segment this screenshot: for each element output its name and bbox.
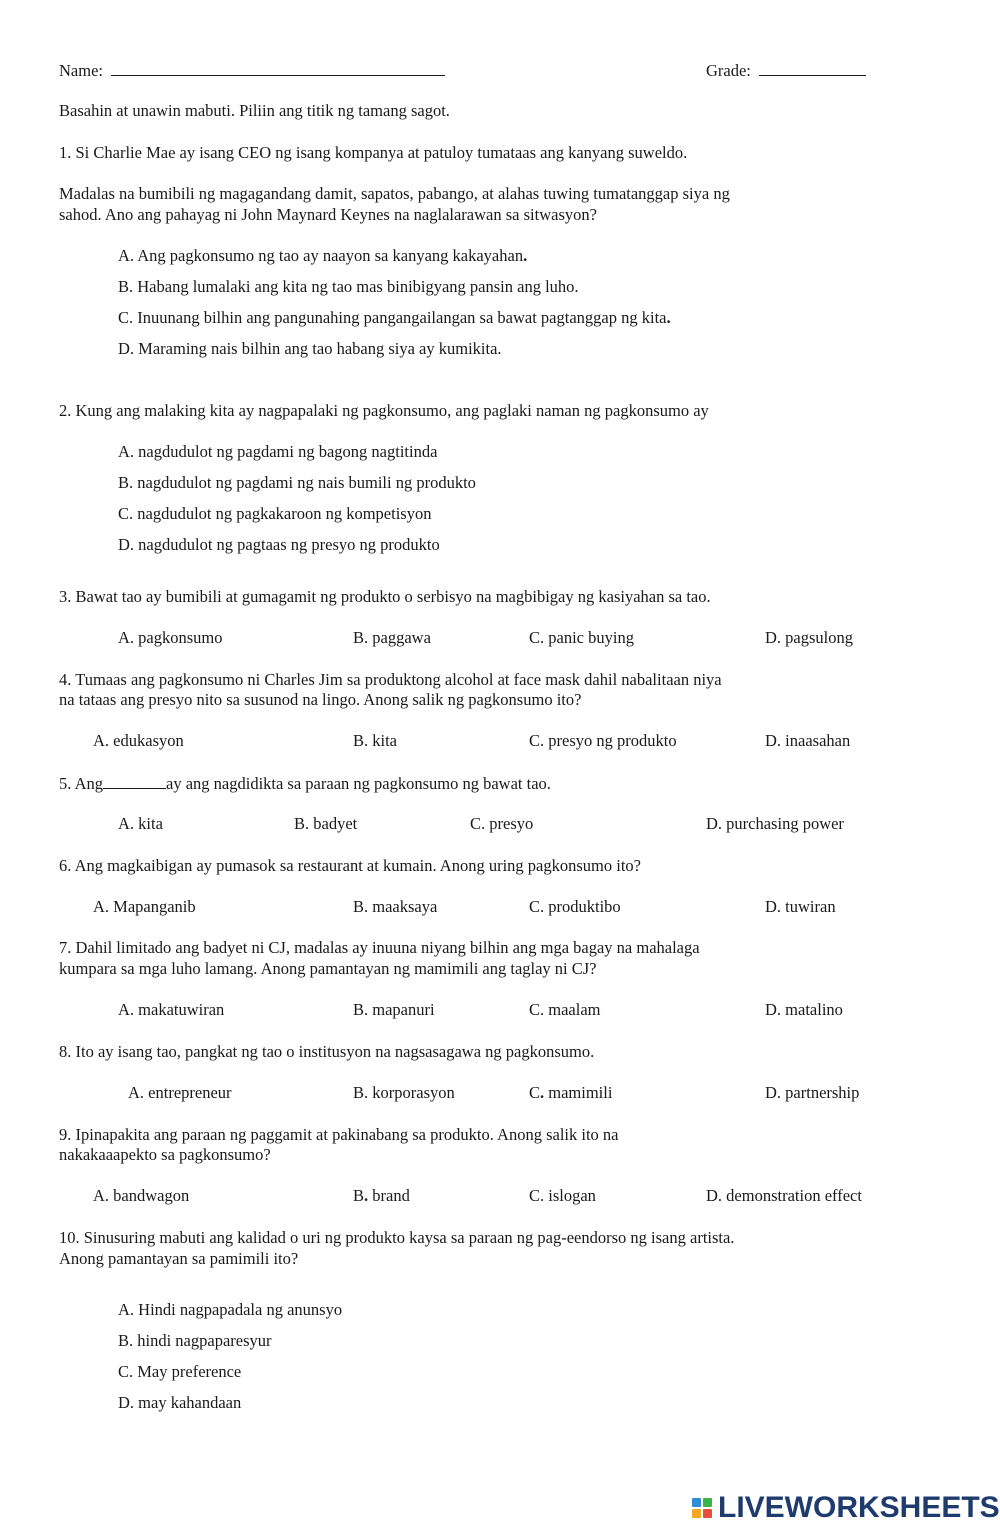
name-input[interactable] — [111, 60, 445, 76]
q1-option-a-text: A. Ang pagkonsumo ng tao ay naayon sa kanyang kakayahan — [118, 246, 524, 265]
q7-option-b[interactable]: B. mapanuri — [353, 1000, 435, 1019]
q8-option-d[interactable]: D. partnership — [765, 1083, 860, 1102]
name-label: Name: — [59, 61, 103, 80]
q6-option-c[interactable]: C. produktibo — [529, 897, 621, 916]
q2-option-d[interactable]: D. nagdudulot ng pagtaas ng presyo ng produkto — [118, 535, 440, 554]
q9-option-b-letter: B — [353, 1186, 365, 1205]
q5-stem — [59, 773, 551, 794]
q5-blank[interactable] — [103, 773, 166, 789]
q1-option-c-period: . — [666, 308, 671, 327]
q4-stem-line2: na tataas ang presyo nito sa susunod na lingo. Anong salik ng pagkonsumo ito? — [59, 690, 582, 709]
q6-option-a[interactable]: A. Mapanganib — [93, 897, 196, 916]
q9-option-d[interactable]: D. demonstration effect — [706, 1186, 862, 1205]
q2-option-b[interactable]: B. nagdudulot ng pagdami ng nais bumili ng produkto — [118, 473, 476, 492]
q7-option-c[interactable]: C. maalam — [529, 1000, 601, 1019]
q9-option-c[interactable]: C. islogan — [529, 1186, 596, 1205]
q8-option-c-text: mamimili — [544, 1083, 613, 1102]
q2-option-c[interactable]: C. nagdudulot ng pagkakaroon ng kompetisyon — [118, 504, 432, 523]
q1-stem-line3: sahod. Ano ang pahayag ni John Maynard Keynes na naglalarawan sa sitwasyon? — [59, 205, 597, 224]
q3-option-a[interactable]: A. pagkonsumo — [118, 628, 223, 647]
grade-label: Grade: — [706, 61, 751, 80]
q2-option-a[interactable]: A. nagdudulot ng pagdami ng bagong nagtitinda — [118, 442, 438, 461]
q4-option-d[interactable]: D. inaasahan — [765, 731, 851, 750]
q9-option-b[interactable]: B. brand — [353, 1186, 410, 1205]
q7-option-a[interactable]: A. makatuwiran — [118, 1000, 225, 1019]
q6-stem: 6. Ang magkaibigan ay pumasok sa restaurant at kumain. Anong uring pagkonsumo ito? — [59, 856, 641, 875]
q1-stem-line2: Madalas na bumibili ng magagandang damit, sapatos, pabango, at alahas tuwing tumatanggap siya ng — [59, 184, 730, 203]
q5-option-d[interactable]: D. purchasing power — [706, 814, 844, 833]
q1-stem-line1: 1. Si Charlie Mae ay isang CEO ng isang kompanya at patuloy tumataas ang kanyang suweldo. — [59, 143, 688, 162]
q4-option-c[interactable]: C. presyo ng produkto — [529, 731, 677, 750]
q1-option-c-text: C. Inuunang bilhin ang pangunahing pangangailangan sa bawat pagtanggap ng kita — [118, 308, 667, 327]
q10-stem-line1: 10. Sinusuring mabuti ang kalidad o uri ng produkto kaysa sa paraan ng pag-eendorso ng isang artista. — [59, 1228, 735, 1247]
q3-option-c[interactable]: C. panic buying — [529, 628, 634, 647]
liveworksheets-logo — [692, 1490, 1000, 1526]
q1-option-a[interactable] — [118, 246, 527, 266]
q4-stem-line1: 4. Tumaas ang pagkonsumo ni Charles Jim sa produktong alcohol at face mask dahil nabalitaan niya — [59, 670, 722, 689]
q5-stem-pre: 5. Ang — [59, 774, 104, 793]
q8-option-b[interactable]: B. korporasyon — [353, 1083, 455, 1102]
q3-option-d[interactable]: D. pagsulong — [765, 628, 853, 647]
instruction: Basahin at unawin mabuti. Piliin ang titik ng tamang sagot. — [59, 101, 450, 120]
q7-stem-line1: 7. Dahil limitado ang badyet ni CJ, madalas ay inuuna niyang bilhin ang mga bagay na mahalaga — [59, 938, 700, 957]
q4-option-b[interactable]: B. kita — [353, 731, 397, 750]
q9-option-b-text: brand — [368, 1186, 410, 1205]
q3-stem: 3. Bawat tao ay bumibili at gumagamit ng produkto o serbisyo na magbibigay ng kasiyahan sa tao. — [59, 587, 711, 606]
logo-blocks-icon — [692, 1498, 712, 1518]
grade-input[interactable] — [759, 60, 866, 76]
q8-option-c-letter: C — [529, 1083, 541, 1102]
q7-stem-line2: kumpara sa mga luho lamang. Anong pamantayan ng mamimili ang taglay ni CJ? — [59, 959, 597, 978]
q7-option-d[interactable]: D. matalino — [765, 1000, 843, 1019]
q5-option-b[interactable]: B. badyet — [294, 814, 358, 833]
q9-option-a[interactable]: A. bandwagon — [93, 1186, 190, 1205]
q5-stem-post: ay ang nagdidikta sa paraan ng pagkonsumo ng bawat tao. — [166, 774, 551, 793]
q6-option-b[interactable]: B. maaksaya — [353, 897, 438, 916]
q10-option-d[interactable]: D. may kahandaan — [118, 1393, 242, 1412]
q1-option-c[interactable] — [118, 308, 671, 328]
q8-stem: 8. Ito ay isang tao, pangkat ng tao o institusyon na nagsasagawa ng pagkonsumo. — [59, 1042, 595, 1061]
q1-option-a-period: . — [523, 246, 528, 265]
q10-option-b[interactable]: B. hindi nagpaparesyur — [118, 1331, 272, 1350]
q6-option-d[interactable]: D. tuwiran — [765, 897, 836, 916]
q10-stem-line2: Anong pamantayan sa pamimili ito? — [59, 1249, 299, 1268]
q4-option-a[interactable]: A. edukasyon — [93, 731, 184, 750]
q5-option-c[interactable]: C. presyo — [470, 814, 534, 833]
q1-option-b[interactable]: B. Habang lumalaki ang kita ng tao mas binibigyang pansin ang luho. — [118, 277, 579, 296]
q2-stem: 2. Kung ang malaking kita ay nagpapalaki ng pagkonsumo, ang paglaki naman ng pagkonsumo ay — [59, 401, 709, 420]
name-line — [59, 60, 445, 81]
q3-option-b[interactable]: B. paggawa — [353, 628, 431, 647]
q9-stem-line1: 9. Ipinapakita ang paraan ng paggamit at pakinabang sa produkto. Anong salik ito na — [59, 1125, 619, 1144]
q9-stem-line2: nakakaaapekto sa pagkonsumo? — [59, 1145, 271, 1164]
logo-text: LIVEWORKSHEETS — [718, 1491, 1000, 1524]
q8-option-a[interactable]: A. entrepreneur — [128, 1083, 232, 1102]
q10-option-c[interactable]: C. May preference — [118, 1362, 242, 1381]
grade-line — [706, 60, 866, 81]
q5-option-a[interactable]: A. kita — [118, 814, 163, 833]
q10-option-a[interactable]: A. Hindi nagpapadala ng anunsyo — [118, 1300, 343, 1319]
q1-option-d[interactable]: D. Maraming nais bilhin ang tao habang siya ay kumikita. — [118, 339, 502, 358]
q8-option-c[interactable]: C. mamimili — [529, 1083, 613, 1102]
